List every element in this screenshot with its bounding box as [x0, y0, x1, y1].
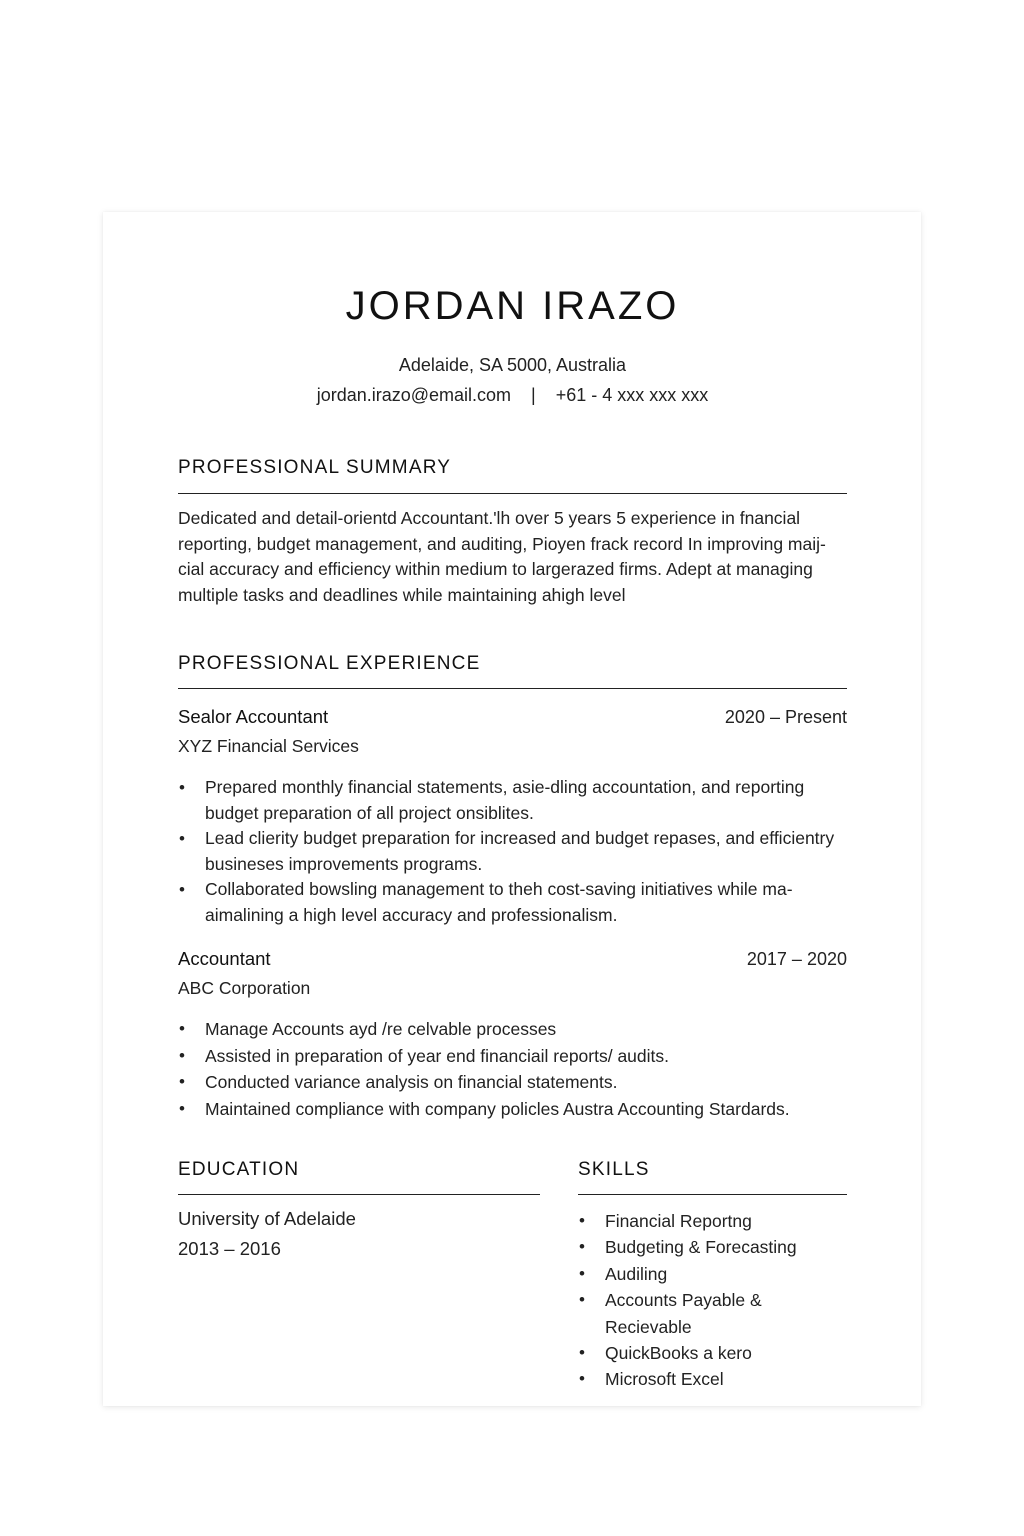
- list-item: • Maintained compliance with company policles Austra Accounting Stardards.: [178, 1096, 847, 1123]
- email: jordan.irazo@email.com: [316, 385, 512, 405]
- experience-heading: PROFESSIONAL EXPERIENCE: [178, 653, 481, 674]
- summary-text: Dedicated and detail-orientd Accountant.'lh over 5 years 5 experience in fnancial reporting, budget management, and auditing, Pioyen frack record In improving maij-cial accuracy and efficiency within medium to largerazed firms. Adept at managing multiple tasks and deadlines while maintaining ahigh level: [178, 508, 826, 605]
- job-dates: 2017 – 2020: [746, 949, 847, 969]
- location: Adelaide, SA 5000, Australia: [398, 355, 627, 375]
- summary-divider: [178, 493, 847, 494]
- list-item: • Accounts Payable & Recievable: [578, 1287, 847, 1340]
- experience-divider: [178, 688, 847, 689]
- list-item: • QuickBooks a kero: [578, 1340, 847, 1366]
- job-duties-list: [178, 775, 847, 928]
- list-item: • Conducted variance analysis on financial statements.: [178, 1069, 847, 1096]
- company-name: XYZ Financial Services: [178, 736, 359, 756]
- list-item: • Lead clierity budget preparation for increased and budget repases, and efficientry busineses improvements programs.: [178, 826, 847, 877]
- education-heading: EDUCATION: [178, 1159, 300, 1180]
- contact-separator: |: [531, 385, 536, 405]
- list-item: • Manage Accounts ayd /re celvable processes: [178, 1016, 847, 1043]
- resume-page: [103, 212, 921, 1406]
- job-title: Accountant: [178, 948, 271, 969]
- job-dates: 2020 – Present: [724, 707, 847, 727]
- list-item: • Assisted in preparation of year end financiail reports/ audits.: [178, 1043, 847, 1070]
- skills-divider: [578, 1194, 847, 1195]
- contact-line: [178, 385, 847, 406]
- job-duties-list: [178, 1016, 847, 1122]
- education-years: 2013 – 2016: [178, 1238, 281, 1259]
- job-title: Sealor Accountant: [178, 706, 329, 727]
- list-item: • Prepared monthly financial statements, asie-dling accountation, and reporting budget preparation of all project onsiblites.: [178, 775, 847, 826]
- list-item: • Microsoft Excel: [578, 1366, 847, 1392]
- summary-heading: PROFESSIONAL SUMMARY: [178, 457, 452, 478]
- phone: +61 - 4 xxx xxx xxx: [555, 385, 709, 405]
- skills-list: [578, 1208, 847, 1393]
- list-item: • Collaborated bowsling management to theh cost-saving initiatives while ma-aimalining a high level accuracy and professionalism.: [178, 877, 847, 928]
- education-divider: [178, 1194, 540, 1195]
- skills-heading: SKILLS: [578, 1159, 650, 1180]
- list-item: • Audiling: [578, 1261, 847, 1287]
- candidate-name: JORDAN IRAZO: [345, 284, 680, 328]
- list-item: • Budgeting & Forecasting: [578, 1234, 847, 1260]
- list-item: • Financial Reportng: [578, 1208, 847, 1234]
- company-name: ABC Corporation: [178, 978, 311, 998]
- school-name: University of Adelaide: [178, 1208, 356, 1229]
